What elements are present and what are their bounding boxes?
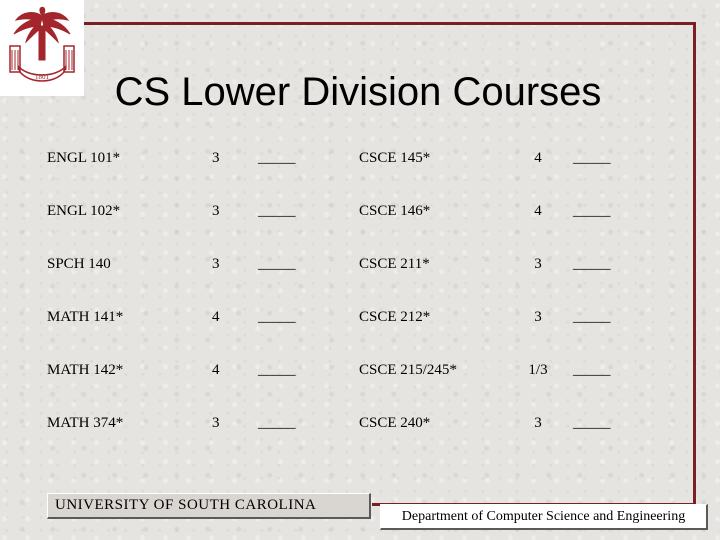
course-name-left: ENGL 102* — [47, 203, 121, 219]
university-name-label: UNIVERSITY OF SOUTH CAROLINA — [47, 493, 371, 519]
course-name-right: CSCE 211* — [359, 256, 430, 272]
course-credits-left: 4 — [212, 362, 220, 378]
department-name-label: Department of Computer Science and Engineering — [380, 504, 708, 530]
course-name-right: CSCE 240* — [359, 415, 431, 431]
grade-blank-right: _____ — [573, 362, 611, 378]
grade-blank-left: _____ — [258, 203, 296, 219]
course-credits-right: 1/3 — [528, 362, 548, 378]
grade-blank-left: _____ — [258, 362, 296, 378]
course-name-left: ENGL 101* — [47, 150, 121, 166]
course-row — [0, 309, 720, 333]
course-name-left: SPCH 140 — [47, 256, 111, 272]
course-name-right: CSCE 146* — [359, 203, 431, 219]
grade-blank-left: _____ — [258, 309, 296, 325]
grade-blank-left: _____ — [258, 150, 296, 166]
course-name-left: MATH 141* — [47, 309, 124, 325]
course-name-left: MATH 142* — [47, 362, 124, 378]
grade-blank-right: _____ — [573, 256, 611, 272]
grade-blank-left: _____ — [258, 256, 296, 272]
grade-blank-right: _____ — [573, 309, 611, 325]
course-credits-right: 3 — [534, 256, 542, 272]
course-credits-right: 3 — [534, 415, 542, 431]
course-credits-right: 4 — [534, 203, 542, 219]
page-title: CS Lower Division Courses — [114, 70, 602, 114]
course-credits-left: 3 — [212, 150, 220, 166]
course-credits-right: 3 — [534, 309, 542, 325]
course-credits-left: 3 — [212, 415, 220, 431]
course-name-left: MATH 374* — [47, 415, 124, 431]
course-name-right: CSCE 212* — [359, 309, 431, 325]
grade-blank-left: _____ — [258, 415, 296, 431]
course-name-right: CSCE 145* — [359, 150, 431, 166]
course-credits-left: 3 — [212, 203, 220, 219]
course-name-right: CSCE 215/245* — [359, 362, 457, 378]
course-credits-left: 3 — [212, 256, 220, 272]
frame-top-border — [84, 22, 696, 25]
course-row — [0, 256, 720, 280]
grade-blank-right: _____ — [573, 415, 611, 431]
svg-text:1801: 1801 — [35, 73, 49, 81]
course-row — [0, 362, 720, 386]
course-row — [0, 203, 720, 227]
grade-blank-right: _____ — [573, 203, 611, 219]
course-row — [0, 150, 720, 174]
course-row — [0, 415, 720, 439]
course-credits-left: 4 — [212, 309, 220, 325]
grade-blank-right: _____ — [573, 150, 611, 166]
course-credits-right: 4 — [534, 150, 542, 166]
